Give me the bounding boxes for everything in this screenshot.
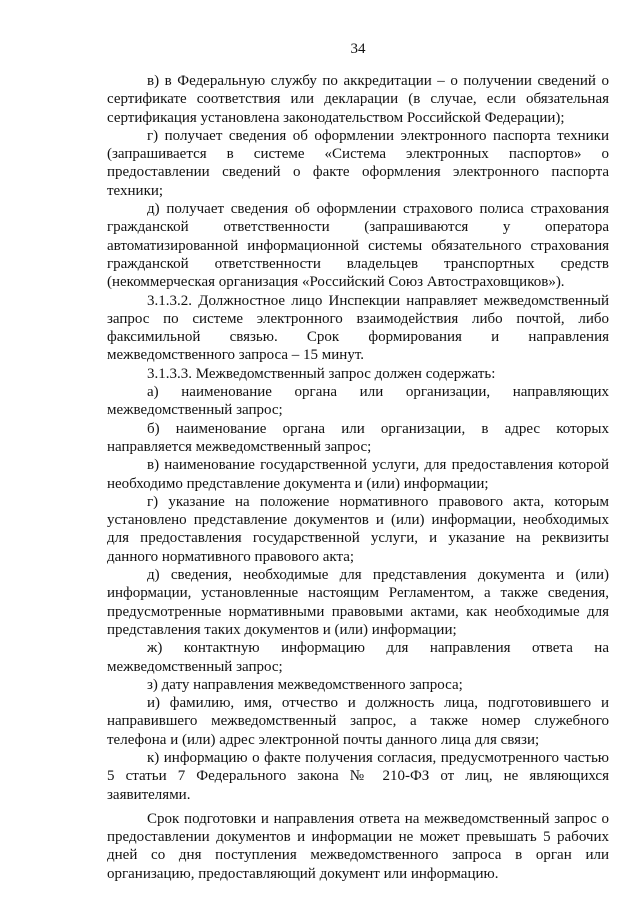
list-item-g: г) указание на положение нормативного правового акта, которым установлено представление документов и (или) информации, необходимых для предоставления государственной услуги, и указание на реквизиты данного нормативного правового акта;	[107, 493, 609, 565]
list-item-a: а) наименование органа или организации, направляющих межведомственный запрос;	[107, 384, 609, 419]
list-item-k: к) информацию о факте получения согласия, предусмотренного частью 5 статьи 7 Федерального закона № 210-ФЗ от лиц, не являющихся заявителями.	[107, 749, 609, 803]
list-item-v: в) наименование государственной услуги, для предоставления которой необходимо представление документа и (или) информации;	[107, 457, 609, 492]
paragraph-d-insurance-policy: д) получает сведения об оформлении страхового полиса страхования гражданской ответственности (запрашиваются у оператора автоматизированной информационной системы обязательного страхования гражданской ответственности владельцев транспортных средств (некоммерческая организация «Российский Союз Автостраховщиков»).	[107, 201, 609, 291]
paragraph-g-electronic-passport: г) получает сведения об оформлении электронного паспорта техники (запрашивается в системе «Система электронных паспортов» о предоставлении сведений о факте оформления электронного паспорта техники;	[107, 127, 609, 199]
list-item-d: д) сведения, необходимые для представления документа и (или) информации, установленные настоящим Регламентом, а также сведения, предусмотренные нормативными правовыми актами, как необходимые для представления таких документов и (или) информации;	[107, 567, 609, 638]
paragraph-v-accreditation: в) в Федеральную службу по аккредитации – о получении сведений о сертификате соответствия или декларации (в случае, если обязательная сертификация установлена законодательством Российской Федерации);	[107, 73, 609, 126]
paragraph-3-1-3-3: 3.1.3.3. Межведомственный запрос должен содержать:	[147, 365, 496, 382]
list-item-zh: ж) контактную информацию для направления ответа на межведомственный запрос;	[107, 640, 609, 675]
document-page	[107, 40, 609, 883]
paragraph-3-1-3-2: 3.1.3.2. Должностное лицо Инспекции направляет межведомственный запрос по системе электронного взаимодействия либо почтой, либо факсимильной связью. Срок формирования и направления межведомственного запроса – 15 минут.	[107, 292, 609, 364]
list-item-z: з) дату направления межведомственного запроса;	[147, 676, 463, 693]
list-item-i: и) фамилию, имя, отчество и должность лица, подготовившего и направившего межведомственный запрос, а также номер служебного телефона и (или) адрес электронной почты данного лица для связи;	[107, 695, 609, 748]
paragraph-response-deadline: Срок подготовки и направления ответа на межведомственный запрос о предоставлении документов и информации не может превышать 5 рабочих дней со дня поступления межведомственного запроса в орган или организацию, предоставляющий документ или информацию.	[107, 810, 609, 882]
list-item-b: б) наименование органа или организации, в адрес которых направляется межведомственный запрос;	[107, 420, 609, 455]
page-number: 34	[350, 41, 366, 57]
